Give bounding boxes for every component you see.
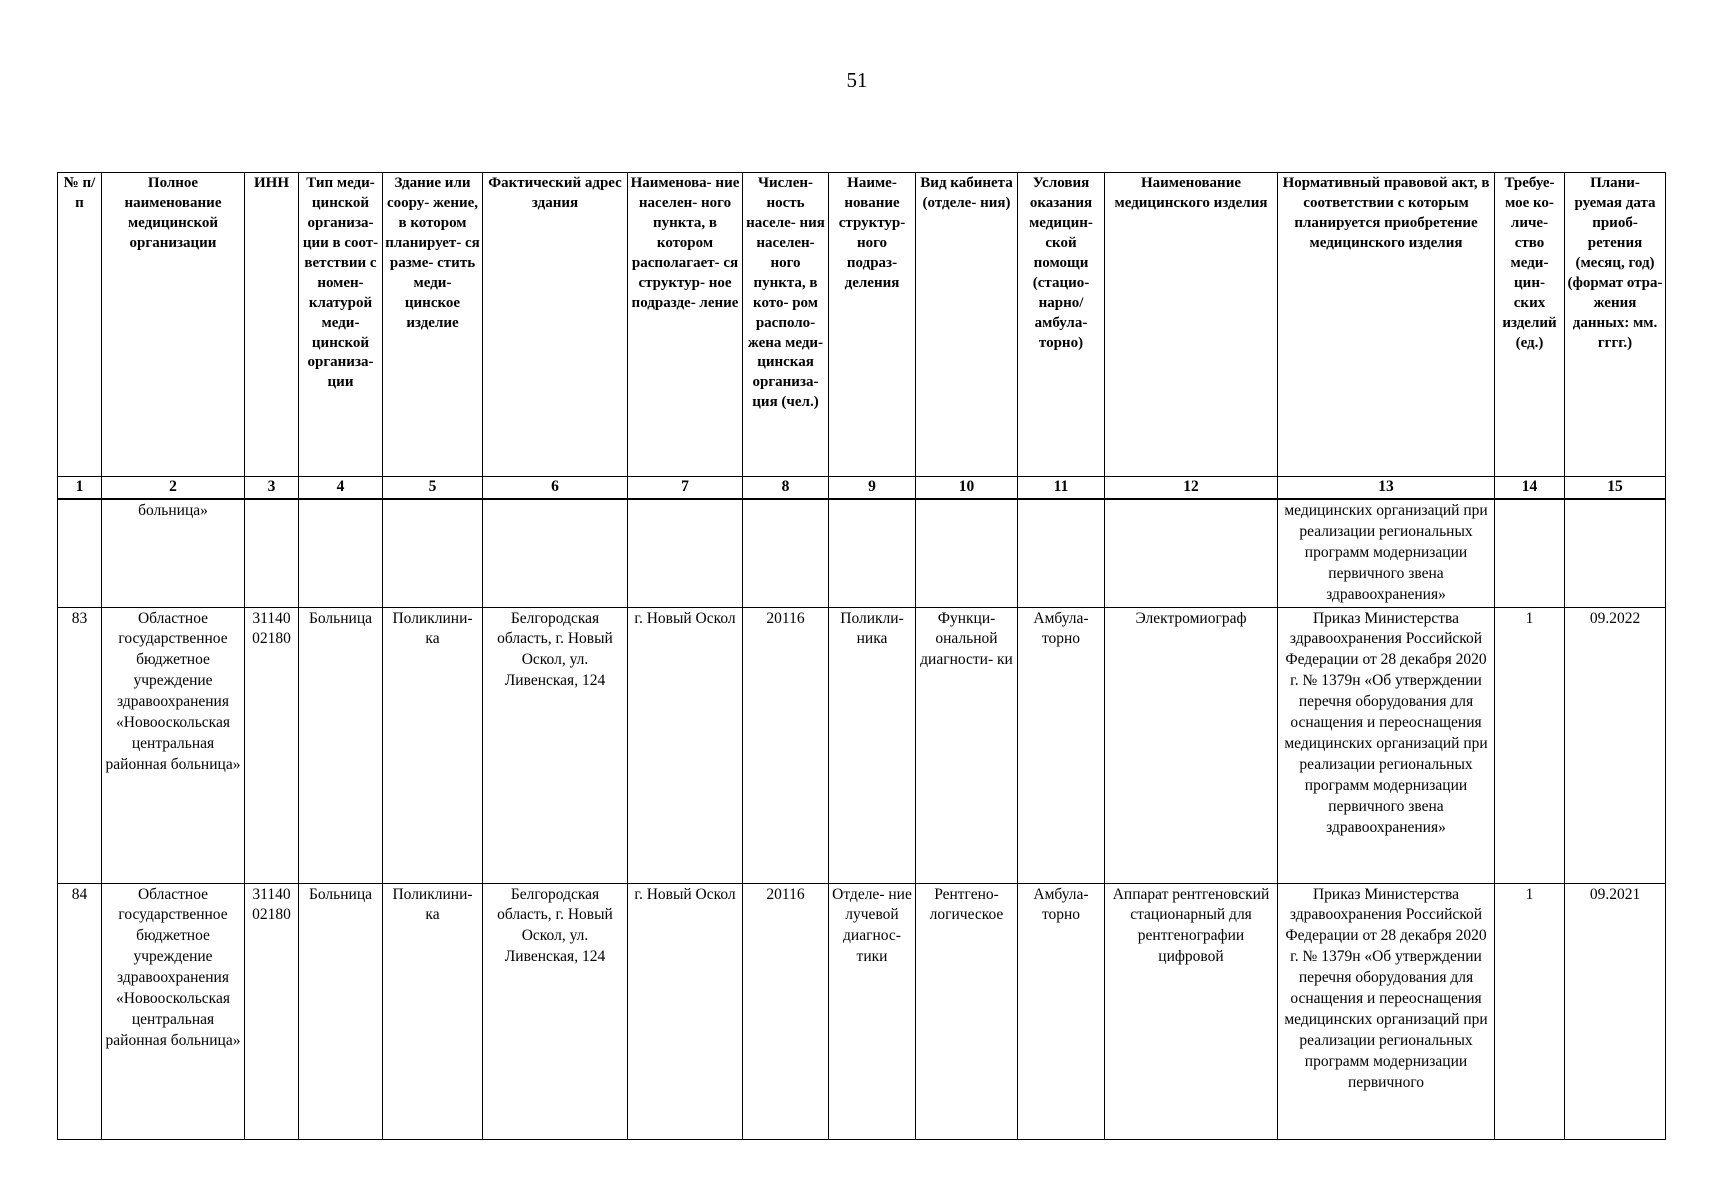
- cell-address: [483, 499, 628, 607]
- cell-building: [383, 499, 483, 607]
- cell-conditions: [1018, 499, 1105, 607]
- column-number: 11: [1018, 477, 1105, 499]
- cell-subdivision: Поликли- ника: [829, 607, 916, 883]
- continuation-row: [58, 499, 1666, 607]
- cell-legal-act: медицинских организаций при реализации региональных программ модернизации первичного звена здравоохранения»: [1278, 499, 1495, 607]
- header-cell: Условия оказания медицин- ской помощи (стацио- нарно/ амбула- торно): [1018, 173, 1105, 477]
- cell-device: [1105, 499, 1278, 607]
- cell-org-name: больница»: [102, 499, 245, 607]
- header-cell: Требуе- мое ко- личе- ство меди- цин- ских изделий (ед.): [1495, 173, 1565, 477]
- cell-device: Аппарат рентгеновский стационарный для рентгенографии цифровой: [1105, 883, 1278, 1139]
- table-row: [58, 883, 1666, 1139]
- cell-org-name: Областное государственное бюджетное учреждение здравоохранения «Новооскольская центральная районная больница»: [102, 883, 245, 1139]
- header-cell: Наименование медицинского изделия: [1105, 173, 1278, 477]
- header-row: [58, 173, 1666, 477]
- cell-quantity: 1: [1495, 883, 1565, 1139]
- column-number-row: [58, 477, 1666, 499]
- column-number: 14: [1495, 477, 1565, 499]
- cell-subdivision: Отделе- ние лучевой диагнос- тики: [829, 883, 916, 1139]
- header-cell: Вид кабинета (отделе- ния): [916, 173, 1018, 477]
- cell-locality: г. Новый Оскол: [628, 883, 743, 1139]
- cell-building: Поликлини- ка: [383, 607, 483, 883]
- cell-num: 83: [58, 607, 102, 883]
- header-cell: Наименова- ние населен- ного пункта, в котором располагает- ся структур- ное подразде- ление: [628, 173, 743, 477]
- cell-population: [743, 499, 829, 607]
- column-number: 5: [383, 477, 483, 499]
- column-number: 1: [58, 477, 102, 499]
- cell-date: 09.2022: [1565, 607, 1666, 883]
- cell-subdivision: [829, 499, 916, 607]
- column-number: 6: [483, 477, 628, 499]
- column-number: 7: [628, 477, 743, 499]
- column-number: 3: [245, 477, 299, 499]
- cell-device: Электромиограф: [1105, 607, 1278, 883]
- column-number: 13: [1278, 477, 1495, 499]
- header-cell: Здание или соору- жение, в котором планирует- ся разме- стить меди- цинское изделие: [383, 173, 483, 477]
- header-cell: Нормативный правовой акт, в соответствии с которым планируется приобретение медицинского изделия: [1278, 173, 1495, 477]
- cell-type: [299, 499, 383, 607]
- cell-building: Поликлини- ка: [383, 883, 483, 1139]
- header-cell: Фактический адрес здания: [483, 173, 628, 477]
- column-number: 15: [1565, 477, 1666, 499]
- cell-inn: 31140 02180: [245, 883, 299, 1139]
- cell-cabinet: Рентгено- логическое: [916, 883, 1018, 1139]
- cell-inn: 31140 02180: [245, 607, 299, 883]
- column-number: 8: [743, 477, 829, 499]
- column-number: 2: [102, 477, 245, 499]
- cell-inn: [245, 499, 299, 607]
- cell-quantity: [1495, 499, 1565, 607]
- cell-cabinet: Функци- ональной диагности- ки: [916, 607, 1018, 883]
- cell-date: [1565, 499, 1666, 607]
- cell-type: Больница: [299, 607, 383, 883]
- column-number: 10: [916, 477, 1018, 499]
- header-cell: Тип меди- цинской организа- ции в соот- ветствии с номен- клатурой меди- цинской организа- ции: [299, 173, 383, 477]
- cell-locality: [628, 499, 743, 607]
- header-cell: Плани- руемая дата приоб- ретения (месяц, год) (формат отра- жения данных: мм. гггг.): [1565, 173, 1666, 477]
- cell-legal-act: Приказ Министерства здравоохранения Российской Федерации от 28 декабря 2020 г. № 1379н «Об утверждении перечня оборудования для оснащения и переоснащения медицинских организаций при реализации региональных программ модернизации первичного: [1278, 883, 1495, 1139]
- table-row: [58, 607, 1666, 883]
- header-cell: Числен- ность населе- ния населен- ного пункта, в кото- ром располо- жена меди- цинская организа- ция (чел.): [743, 173, 829, 477]
- header-cell: Полное наименование медицинской организации: [102, 173, 245, 477]
- header-cell: Наиме- нование структур- ного подраз- деления: [829, 173, 916, 477]
- cell-num: 84: [58, 883, 102, 1139]
- header-cell: № п/п: [58, 173, 102, 477]
- cell-locality: г. Новый Оскол: [628, 607, 743, 883]
- cell-quantity: 1: [1495, 607, 1565, 883]
- cell-population: 20116: [743, 883, 829, 1139]
- cell-cabinet: [916, 499, 1018, 607]
- cell-population: 20116: [743, 607, 829, 883]
- cell-type: Больница: [299, 883, 383, 1139]
- column-number: 9: [829, 477, 916, 499]
- cell-num: [58, 499, 102, 607]
- cell-org-name: Областное государственное бюджетное учреждение здравоохранения «Новооскольская центральная районная больница»: [102, 607, 245, 883]
- header-cell: ИНН: [245, 173, 299, 477]
- cell-date: 09.2021: [1565, 883, 1666, 1139]
- page-number: 51: [846, 68, 868, 92]
- cell-address: Белгородская область, г. Новый Оскол, ул. Ливенская, 124: [483, 607, 628, 883]
- column-number: 12: [1105, 477, 1278, 499]
- cell-conditions: Амбула- торно: [1018, 883, 1105, 1139]
- cell-address: Белгородская область, г. Новый Оскол, ул. Ливенская, 124: [483, 883, 628, 1139]
- cell-conditions: Амбула- торно: [1018, 607, 1105, 883]
- equipment-table: [57, 172, 1666, 1140]
- cell-legal-act: Приказ Министерства здравоохранения Российской Федерации от 28 декабря 2020 г. № 1379н «Об утверждении перечня оборудования для оснащения и переоснащения медицинских организаций при реализации региональных программ модернизации первичного звена здравоохранения»: [1278, 607, 1495, 883]
- column-number: 4: [299, 477, 383, 499]
